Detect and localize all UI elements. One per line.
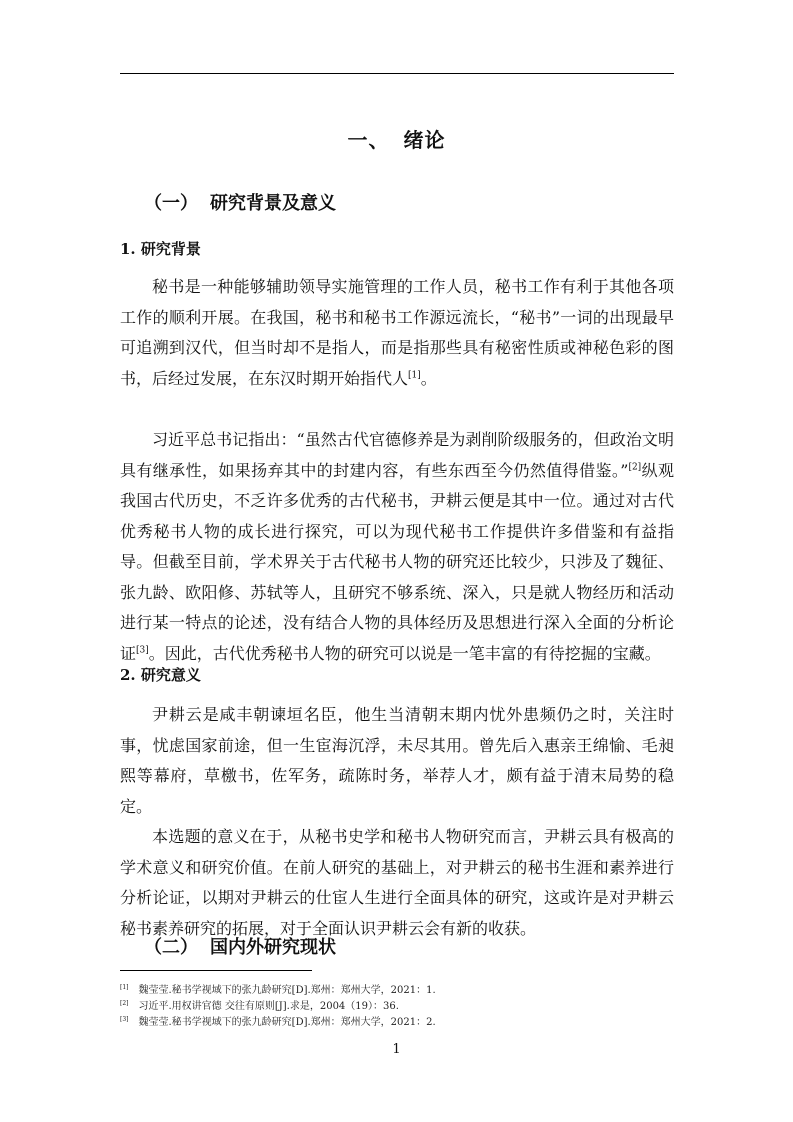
section-number: （二） [144,937,198,958]
page-number: 1 [392,1042,401,1057]
paragraph-text: 习近平总书记指出：“虽然古代官德修养是为剥削阶级服务的，但政治文明具有继承性，如果扬弃其中的封建内容，有些东西至今仍然值得借鉴。” [120,430,674,480]
paragraph-4: 本选题的意义在于，从秘书史学和秘书人物研究而言，尹耕云具有极高的学术意义和研究价值。在前人研究的基础上，对尹耕云的秘书生涯和素养进行分析论证，以期对尹耕云的仕宦人生进行全面具体的研究，这或许是对尹耕云秘书素养研究的拓展，对于全面认识尹耕云会有新的收获。 [120,827,674,938]
paragraph-2 [120,425,674,669]
chapter-heading [0,124,793,153]
footnote-text: 魏莹莹.秘书学视域下的张九龄研究[D].郑州：郑州大学，2021：1. [138,985,436,996]
section-heading-2 [144,933,336,959]
paragraph-1 [120,272,674,394]
header-rule [120,73,674,74]
footnote-3 [120,1013,436,1028]
subsection-heading-significance: 2. 研究意义 [120,666,201,684]
footnote-text: 习近平.用权讲官德 交往有原则[J].求是，2004（19）：36. [138,1001,399,1012]
citation-ref: [2] [628,462,642,473]
section-heading-1 [144,189,336,215]
paragraph-text: 秘书是一种能够辅助领导实施管理的工作人员，秘书工作有利于其他各项工作的顺利开展。在我国，秘书和秘书工作源远流长，“秘书”一词的出现最早可追溯到汉代，但当时却不是指人，而是指那些具有秘密性质或神秘色彩的图书，后经过发展，在东汉时期开始指代人 [120,277,674,388]
footnote-mark: [3] [120,1015,129,1023]
subsection-heading-background: 1. 研究背景 [120,240,201,258]
chapter-number: 一、 [347,128,390,152]
paragraph-3: 尹耕云是咸丰朝谏垣名臣，他生当清朝末期内忧外患频仍之时，关注时事，忧虑国家前途，但一生宦海沉浮，未尽其用。曾先后入惠亲王绵愉、毛昶熙等幕府，草檄书，佐军务，疏陈时务，举荐人才，颇有益于清末局势的稳定。 [120,705,674,816]
footnote-1 [120,981,436,996]
footnote-mark: [1] [120,983,129,991]
footnote-2 [120,997,399,1012]
paragraph-end: 。 [420,368,437,388]
paragraph-text: 纵观我国古代历史，不乏许多优秀的古代秘书，尹耕云便是其中一位。通过对古代优秀秘书人物的成长进行探究，可以为现代秘书工作提供许多借鉴和有益指导。但截至目前，学术界关于古代秘书人物的研究还比较少，只涉及了魏征、张九龄、欧阳修、苏轼等人，且研究不够系统、深入，只是就人物经历和活动进行某一特点的论述，没有结合人物的具体经历及思想进行深入全面的分析论证 [120,460,674,663]
citation-ref: [3] [136,645,149,656]
paragraph-text: 。因此，古代优秀秘书人物的研究可以说是一笔丰富的有待挖掘的宝藏。 [148,643,661,663]
section-title: 研究背景及意义 [210,193,336,214]
footnote-rule [120,970,312,971]
citation-ref: [1] [408,370,421,381]
section-number: （一） [144,193,198,214]
section-title: 国内外研究现状 [210,937,336,958]
footnote-text: 魏莹莹.秘书学视域下的张九龄研究[D].郑州：郑州大学，2021：2. [138,1017,436,1028]
footnote-mark: [2] [120,999,129,1007]
chapter-title: 绪论 [403,128,446,152]
